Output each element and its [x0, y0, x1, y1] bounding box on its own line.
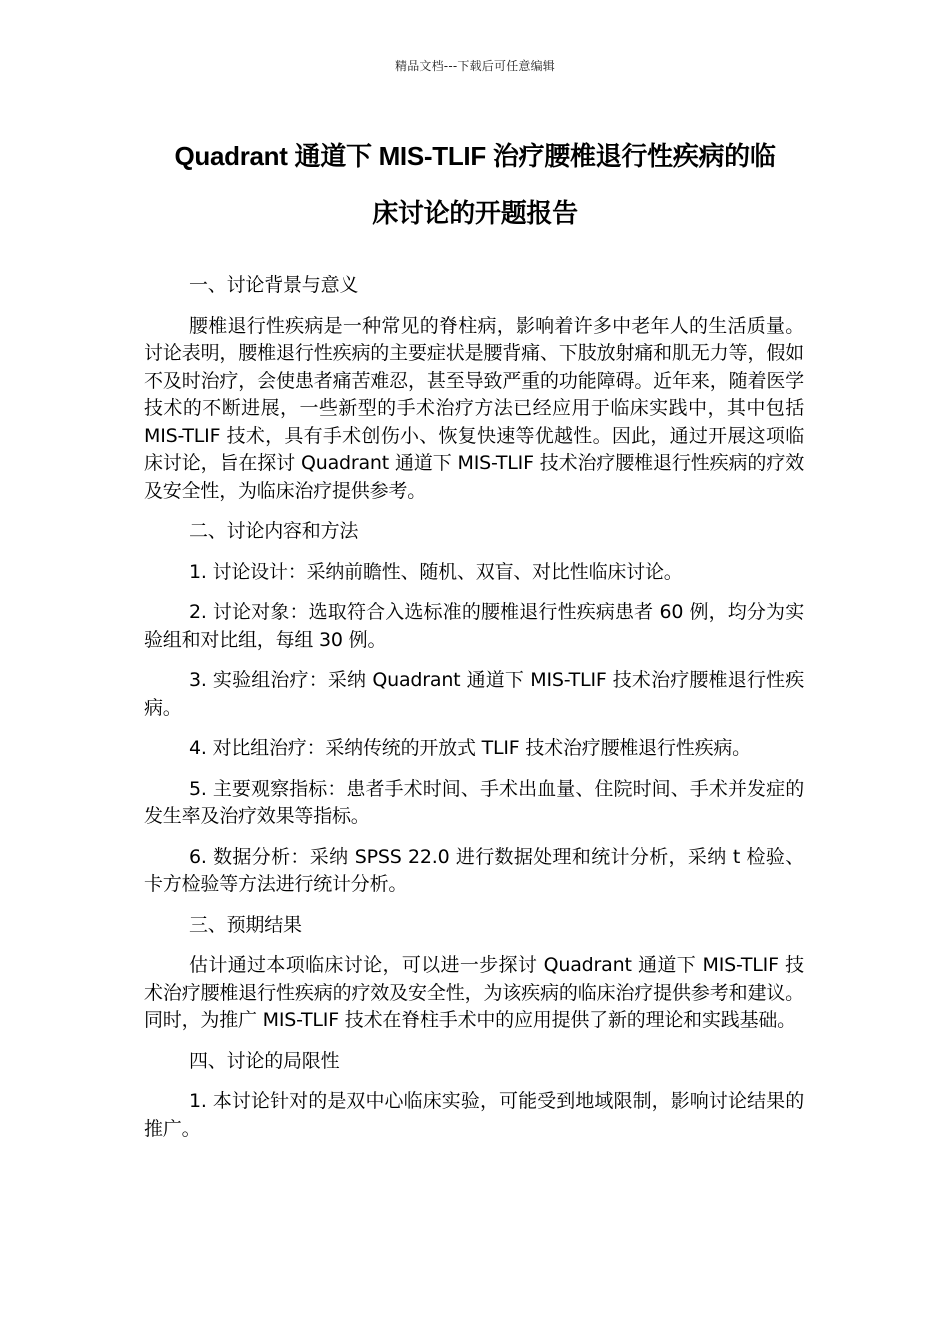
header-note: 精品文档---下载后可任意编辑: [395, 59, 555, 73]
section-heading-expected-results: 三、预期结果: [189, 913, 302, 936]
document-body: [144, 272, 804, 1156]
section-heading-limitations: 四、讨论的局限性: [189, 1049, 340, 1072]
paragraph-expected-results: 估计通过本项临床讨论，可以进一步探讨 Quadrant 通道下 MIS-TLIF 技术治疗腰椎退行性疾病的疗效及安全性，为该疾病的临床治疗提供参考和建议。同时，为推广 MIS-TLIF 技术在脊柱手术中的应用提供了新的理论和实践基础。: [144, 954, 804, 1031]
list-item-limitation-1: 1. 本讨论针对的是双中心临床实验，可能受到地域限制，影响讨论结果的推广。: [144, 1090, 804, 1140]
document-title: [130, 128, 820, 242]
list-item-indicators: 5. 主要观察指标：患者手术时间、手术出血量、住院时间、手术并发症的发生率及治疗效果等指标。: [144, 777, 804, 827]
list-item-subjects: 2. 讨论对象：选取符合入选标准的腰椎退行性疾病患者 60 例，均分为实验组和对比组，每组 30 例。: [144, 601, 804, 651]
section-heading-background: 一、讨论背景与意义: [189, 274, 359, 296]
title-line-2: 床讨论的开题报告: [372, 198, 578, 228]
paragraph-background: 腰椎退行性疾病是一种常见的脊柱病，影响着许多中老年人的生活质量。讨论表明，腰椎退行性疾病的主要症状是腰背痛、下肢放射痛和肌无力等，假如不及时治疗，会使患者痛苦难忍，甚至导致严重的功能障碍。近年来，随着医学技术的不断进展，一些新型的手术治疗方法已经应用于临床实践中，其中包括 MIS-TLIF 技术，具有手术创伤小、恢复快速等优越性。因此，通过开展这项临床讨论，旨在探讨 Quadrant 通道下 MIS-TLIF 技术治疗腰椎退行性疾病的疗效及安全性，为临床治疗提供参考。: [144, 314, 804, 502]
section-heading-methods: 二、讨论内容和方法: [189, 520, 359, 542]
list-item-experimental-group: 3. 实验组治疗：采纳 Quadrant 通道下 MIS-TLIF 技术治疗腰椎退行性疾病。: [144, 669, 804, 719]
title-line-1: Quadrant 通道下 MIS-TLIF 治疗腰椎退行性疾病的临: [174, 141, 776, 171]
list-item-design: 1. 讨论设计：采纳前瞻性、随机、双盲、对比性临床讨论。: [189, 560, 683, 583]
list-item-analysis: 6. 数据分析：采纳 SPSS 22.0 进行数据处理和统计分析，采纳 t 检验、卡方检验等方法进行统计分析。: [144, 845, 804, 895]
list-item-control-group: 4. 对比组治疗：采纳传统的开放式 TLIF 技术治疗腰椎退行性疾病。: [189, 737, 751, 759]
